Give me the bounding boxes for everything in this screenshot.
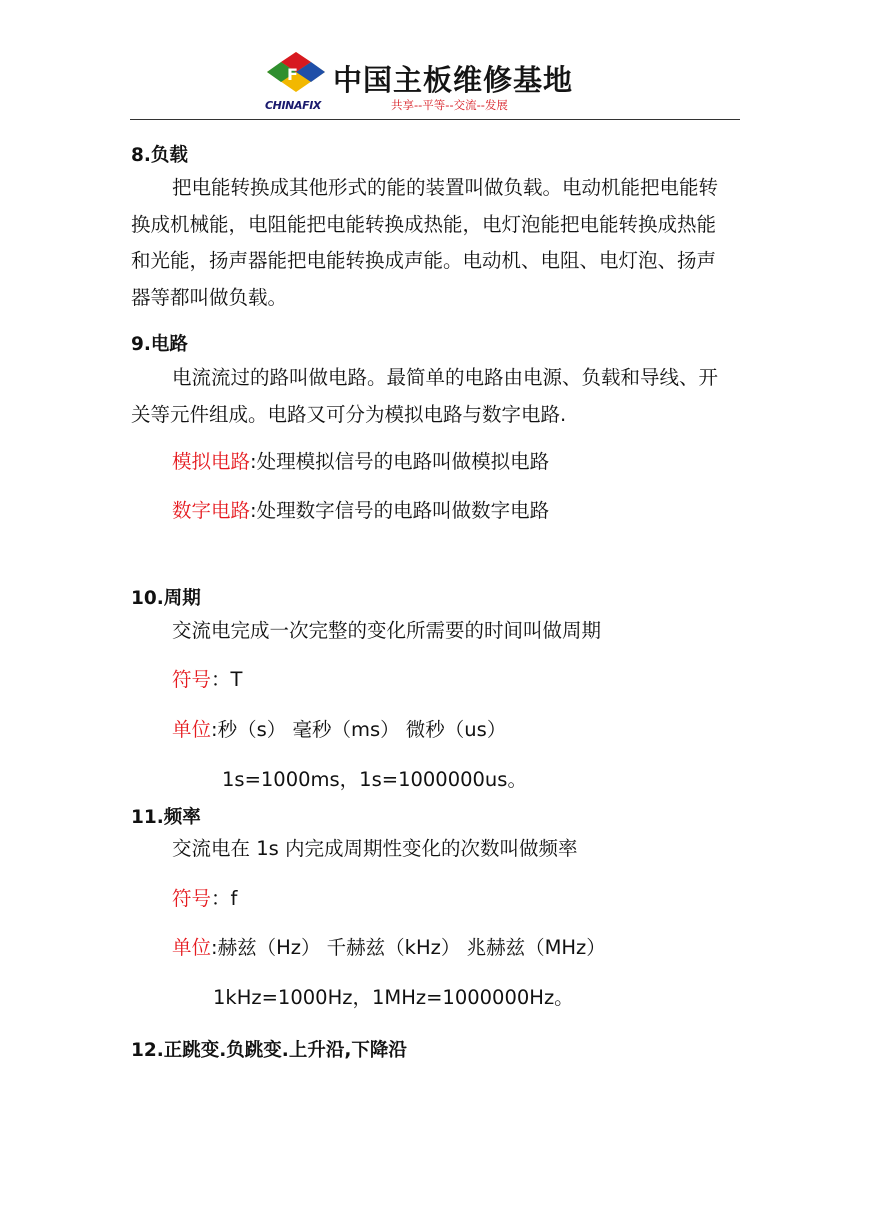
section-body: 交流电完成一次完整的变化所需要的时间叫做周期 <box>172 619 602 642</box>
header-divider <box>130 119 740 120</box>
term-text: :处理数字信号的电路叫做数字电路 <box>250 499 550 522</box>
section-heading: 11.频率 <box>131 807 201 828</box>
unit-value: :赫兹（Hz） 千赫兹（kHz） 兆赫兹（MHz） <box>211 936 606 959</box>
symbol-label: 符号 <box>172 887 212 910</box>
unit-value: :秒（s） 毫秒（ms） 微秒（us） <box>211 718 507 741</box>
term-label: 模拟电路 <box>172 450 251 473</box>
section-body: 把电能转换成其他形式的能的装置叫做负载。电动机能把电能转换成机械能，电阻能把电能转换成热能，电灯泡能把电能转换成热能和光能，扬声器能把电能转换成声能。电动机、电阻、电灯泡、扬声器等都叫做负载。 <box>131 176 719 309</box>
term-label: 数字电路 <box>172 499 251 522</box>
symbol-value: ：f <box>211 887 238 910</box>
unit-line <box>172 930 606 965</box>
unit-conversion: 1kHz=1000Hz，1MHz=1000000Hz。 <box>213 986 574 1009</box>
unit-line <box>172 712 506 747</box>
digital-circuit-definition <box>172 493 549 528</box>
symbol-line <box>172 662 242 697</box>
unit-label: 单位 <box>172 718 212 741</box>
symbol-line <box>172 881 237 916</box>
section-body: 电流流过的路叫做电路。最简单的电路由电源、负载和导线、开关等元件组成。电路又可分为模拟电路与数字电路. <box>131 366 719 426</box>
section-heading: 9.电路 <box>131 334 188 355</box>
section-heading: 10.周期 <box>131 588 201 609</box>
chinafix-logo-icon <box>265 50 327 104</box>
unit-conversion: 1s=1000ms，1s=1000000us。 <box>222 768 527 791</box>
symbol-label: 符号 <box>172 668 212 691</box>
logo-wordmark: CHINAFIX <box>265 99 321 112</box>
section-heading: 8.负载 <box>131 145 188 166</box>
unit-label: 单位 <box>172 936 212 959</box>
svg-text:F: F <box>287 65 298 84</box>
section-body: 交流电在 1s 内完成周期性变化的次数叫做频率 <box>172 837 578 860</box>
section-heading: 12.正跳变.负跳变.上升沿,下降沿 <box>131 1040 407 1061</box>
site-slogan: 共享--平等--交流--发展 <box>391 98 508 112</box>
analog-circuit-definition <box>172 444 549 479</box>
site-title: 中国主板维修基地 <box>333 63 574 97</box>
symbol-value: ：T <box>211 668 243 691</box>
term-text: :处理模拟信号的电路叫做模拟电路 <box>250 450 550 473</box>
